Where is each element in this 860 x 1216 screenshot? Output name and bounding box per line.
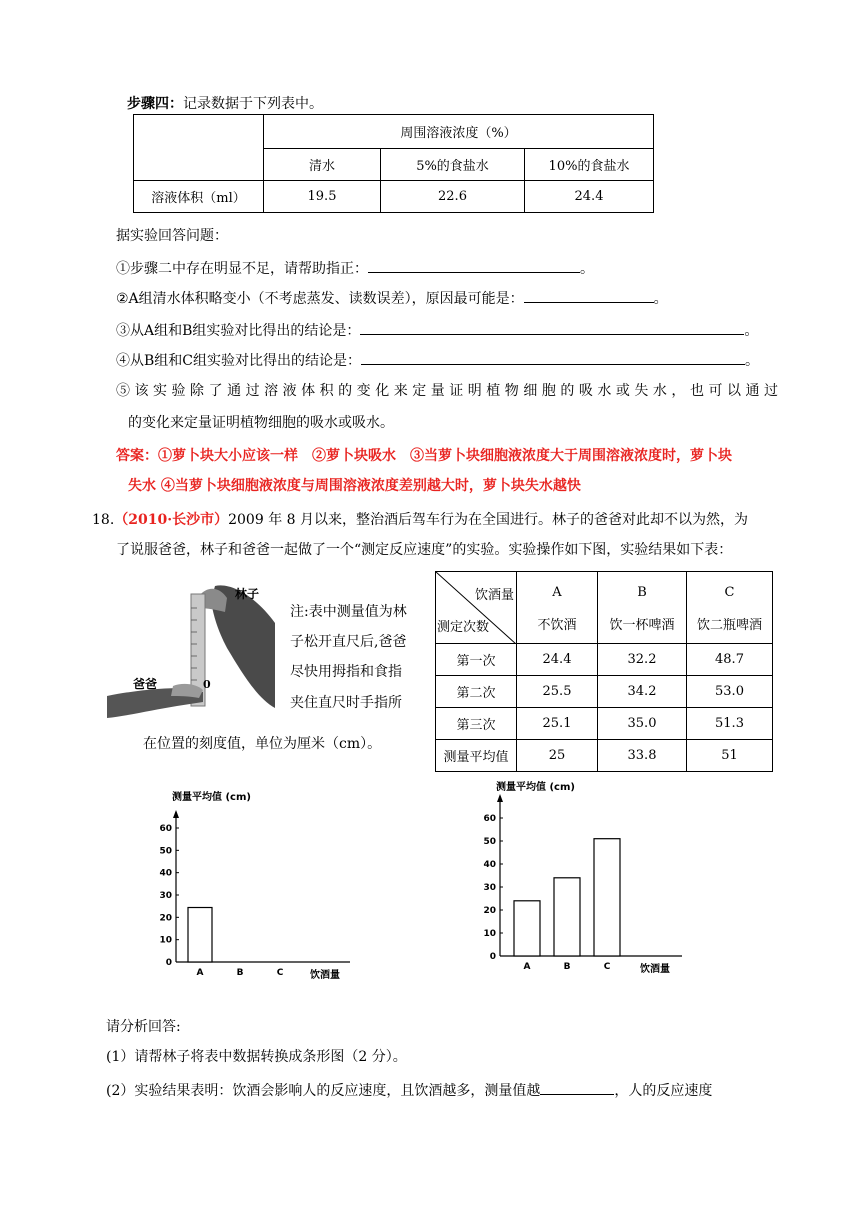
question-1-end: 。 [580,261,594,277]
table2-cell: 35.0 [598,708,687,740]
question-18-text: 2009 年 8 月以来，整治酒后驾车行为在全国进行。林子的爸爸对此却不以为然，为 [228,512,748,528]
table1-cell: 19.5 [264,181,381,213]
question-4 [116,348,759,371]
x-tick-label: B [236,968,244,978]
y-tick-label: 50 [483,837,496,847]
y-tick-label: 40 [483,860,496,870]
table2-cell: 51 [687,740,773,772]
question-4-text: ④从B组和C组实验对比得出的结论是： [116,353,361,369]
question-18-source: （2010·长沙市） [114,512,229,528]
col-name: 饮一杯啤酒 [609,617,675,633]
table2-cell: 25 [517,740,598,772]
table1-row-label: 溶液体积（ml） [134,181,264,213]
question-4-end: 。 [745,353,759,369]
step4-text: 记录数据于下列表中。 [183,96,323,112]
x-tick-label: A [196,968,204,978]
y-axis-arrow [173,810,179,818]
table2-cell: 51.3 [687,708,773,740]
y-tick-label: 40 [159,868,172,879]
answer-blank[interactable] [368,256,580,273]
row-label: 测量平均值 [436,740,517,772]
question-2-text: ②A组清水体积略变小（不考虑蒸发、读数误差），原因最可能是： [116,291,524,307]
x-axis-title: 饮酒量 [310,970,340,981]
y-tick-label: 0 [165,958,172,968]
question-1 [116,256,594,279]
table2-cell: 33.8 [598,740,687,772]
table-row [436,740,773,772]
analysis-intro: 请分析回答: [106,1019,181,1035]
analysis-2-text: (2）实验结果表明：饮酒会影响人的反应速度，且饮酒越多，测量值越 [106,1083,541,1099]
x-tick-label: C [603,962,611,972]
col-name: 饮二瓶啤酒 [696,617,762,633]
reaction-speed-table [435,571,773,772]
y-tick-label: 20 [483,906,496,916]
bar-chart-left [150,786,360,986]
table1-col-header: 5%的食盐水 [381,149,525,181]
table2-corner-bottom: 测定次数 [437,620,490,635]
y-tick-label: 0 [489,952,496,962]
table1-cell: 22.6 [381,181,525,213]
table2-cell: 25.5 [517,676,598,708]
table2-cell: 53.0 [687,676,773,708]
table1-empty-corner [134,115,264,181]
bar-B [554,878,580,956]
question-2-end: 。 [653,291,668,307]
answer-blank[interactable] [524,286,654,303]
y-tick-label: 50 [159,846,172,857]
y-tick-label: 20 [159,913,172,924]
col-name: 不饮酒 [537,617,577,633]
y-axis-arrow [497,794,503,802]
table-row [436,644,773,676]
bar-A [188,908,212,962]
x-tick-label: B [563,962,571,972]
question-5-line2: 的变化来定量证明植物细胞的吸水或吸水。 [128,415,394,431]
y-tick-label: 10 [483,929,496,939]
table2-cell: 25.1 [517,708,598,740]
table-row [436,676,773,708]
row-label: 第二次 [436,676,517,708]
y-axis-title: 测量平均值 (cm) [496,782,575,793]
x-tick-label: C [276,968,284,978]
table1-cell: 24.4 [525,181,654,213]
table2-cell: 48.7 [687,644,773,676]
photo-label-baba: 爸爸 [133,677,158,691]
question-3 [116,318,758,341]
photo-label-linzi: 林子 [235,587,260,601]
row-label: 第一次 [436,644,517,676]
note-line1: 注:表中测量值为林 [290,604,407,620]
note-line2: 子松开直尺后,爸爸 [290,634,407,650]
table2-cell: 32.2 [598,644,687,676]
y-tick-label: 30 [483,883,496,893]
bar-chart-right [470,776,690,976]
question-3-end: 。 [744,323,759,339]
note-line3: 尽快用拇指和食指 [290,664,402,680]
table2-col-header [687,572,773,644]
step4-label: 步骤四： [127,96,183,112]
table1-col-header: 10%的食盐水 [525,149,654,181]
answer-line2: 失水 ④当萝卜块细胞液浓度与周围溶液浓度差别越大时，萝卜块失水越快 [128,478,581,494]
note-line5: 在位置的刻度值，单位为厘米（cm）。 [143,736,382,752]
answer-blank[interactable] [361,348,745,365]
y-tick-label: 60 [159,824,172,834]
question-18-number: 18. [92,512,115,528]
questions-intro: 据实验回答问题： [116,228,228,244]
bar-A [514,901,540,956]
y-tick-label: 30 [159,891,172,901]
table2-cell: 24.4 [517,644,598,676]
answer-blank[interactable] [360,318,744,335]
analysis-1: (1）请帮林子将表中数据转换成条形图（2 分）。 [106,1049,407,1065]
step4-line [127,94,323,114]
y-axis-title: 测量平均值 (cm) [172,792,251,803]
x-tick-label: A [523,962,531,972]
table2-corner [436,572,517,644]
table2-col-header [598,572,687,644]
table2-col-header [517,572,598,644]
col-letter: A [552,584,562,600]
ruler-zero-label: 0 [203,678,211,691]
question-3-text: ③从A组和B组实验对比得出的结论是： [116,323,361,339]
answer-blank[interactable] [540,1078,614,1095]
question-2 [116,286,668,309]
row-label: 第三次 [436,708,517,740]
answer-line1: 答案：①萝卜块大小应该一样 ②萝卜块吸水 ③当萝卜块细胞液浓度大于周围溶液浓度时，萝卜块 [116,448,732,464]
question-1-text: ①步骤二中存在明显不足，请帮助指正： [116,261,368,277]
question-5-line1: ⑤该实验除了通过溶液体积的变化来定量证明植物细胞的吸水或失水，也可以通过 [116,383,778,399]
col-letter: B [637,584,647,600]
question-18-line2: 了说服爸爸，林子和爸爸一起做了一个“测定反应速度”的实验。实验操作如下图，实验结果如下表： [116,542,733,558]
table1-col-header: 清水 [264,149,381,181]
y-tick-label: 60 [483,814,496,824]
note-line4: 夹住直尺时手指所 [290,695,402,711]
question-18-line1 [92,510,748,530]
table1-group-header: 周围溶液浓度（%） [264,115,654,149]
y-tick-label: 10 [159,935,172,946]
bar-C [594,839,620,956]
col-letter: C [724,584,735,600]
table2-corner-top: 饮酒量 [474,588,514,603]
table-row [436,708,773,740]
solution-volume-table [133,114,654,213]
x-axis-title: 饮酒量 [640,964,670,975]
analysis-2 [106,1078,712,1101]
analysis-2-after: ，人的反应速度 [614,1083,713,1099]
table2-cell: 34.2 [598,676,687,708]
ruler-experiment-photo [107,578,277,720]
